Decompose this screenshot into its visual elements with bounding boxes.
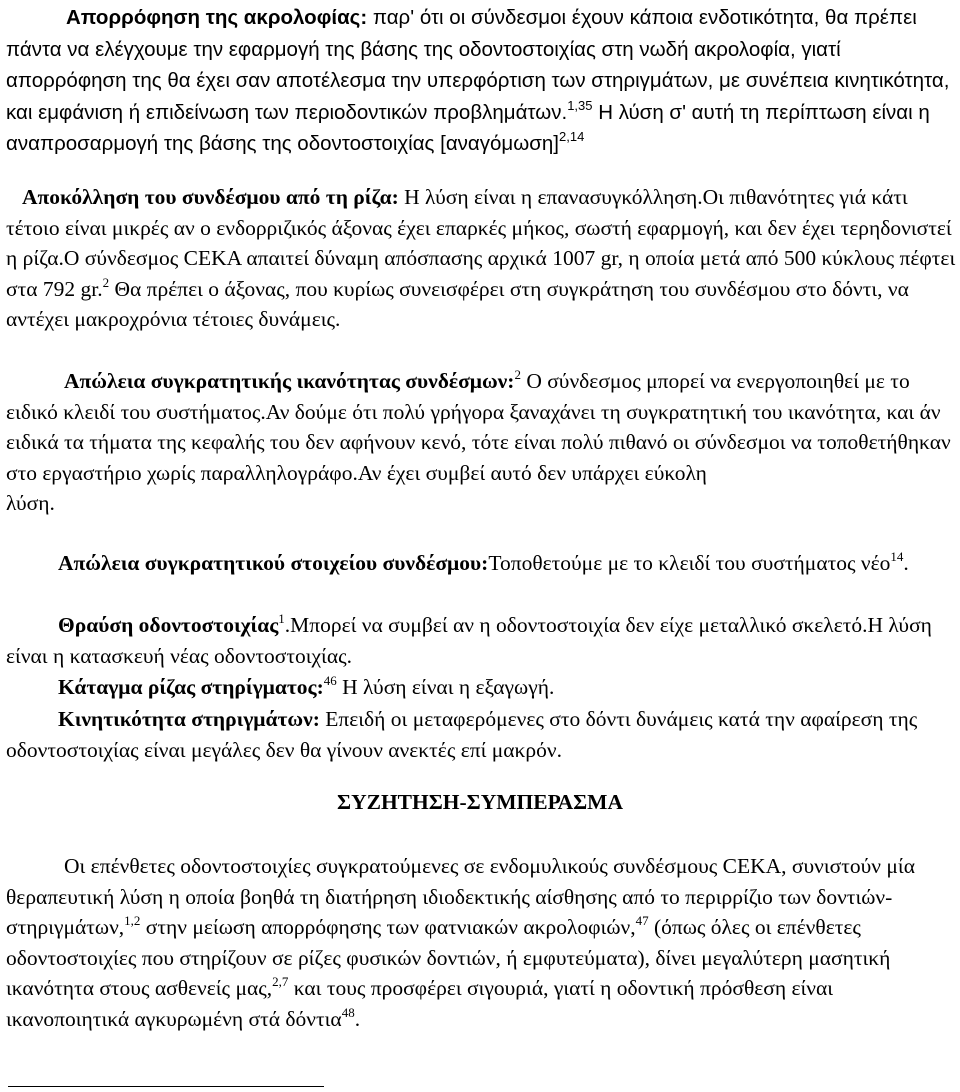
citation: 2 xyxy=(514,367,521,382)
term-retention-loss: Απώλεια συγκρατητικής ικανότητας συνδέσμων: xyxy=(64,369,515,393)
paragraph-root-fracture: Κάταγμα ρίζας στηρίγματος:$^{46}$ Η λύση είναι η εξαγωγή. xyxy=(58,673,555,699)
paragraph-conclusion: Οι επένθετες οδοντοστοιχίες συγκρατούμενες σε ενδομυλικούς συνδέσμους CEKA, συνιστούν μία θεραπευτική λύση η οποία βοηθά τη διατήρηση ιδιοδεκτικής αίσθησης από το περιρρίζιο των δοντιών-στηριγμάτων,$^{1,2}$ στην μείωση απορρόφησης των φατνιακών ακρολοφιών,$^{47}$ (όπως όλες οι επένθετες οδοντοστοιχίες που στηρίζουν σε ρίζες φυσικών δοντιών, ή εμφυτεύματα), δίνει μεγαλύτερη μασητική ικανότητα στους ασθενείς μας,$^{2,7}$ και τους προσφέρει σιγουριά, γιατί η οδοντική πρόσθεση είναι ικανοποιητικά αγκυρωμένη στά δόντια$^{48}$. xyxy=(6,854,915,1031)
paragraph-mobility: Κινητικότητα στηριγμάτων: Επειδή οι μεταφερόμενες στο δόντι δυνάμεις κατά την αφαίρεση της οδοντοστοιχίας είναι μεγάλες δεν θα γίνουν ανεκτές επί μακρόν. xyxy=(6,707,918,762)
paragraph-retentive-element-loss: Απώλεια συγκρατητικού στοιχείου συνδέσμου:Τοποθετούμε με το κλειδί του συστήματος νέο$^{14}$. xyxy=(58,549,909,575)
citation: 48 xyxy=(341,1004,355,1020)
paragraph-denture-fracture: Θραύση οδοντοστοιχίας$^1$.Μπορεί να συμβεί αν η οδοντοστοιχία δεν είχε μεταλλικό σκελετό.Η λύση είναι η κατασκευή νέας οδοντοστοιχίας. xyxy=(6,611,932,668)
citation: 1,2 xyxy=(124,913,141,928)
footnote-separator xyxy=(8,1086,324,1087)
citation: 2 xyxy=(102,274,110,290)
citation: 14 xyxy=(890,549,904,564)
term-retentive-element-loss: Απώλεια συγκρατητικού στοιχείου συνδέσμου: xyxy=(58,551,489,575)
section-heading: ΣΥΖΗΤΗΣΗ-ΣΥΜΠΕΡΑΣΜΑ xyxy=(337,790,623,814)
term-denture-fracture: Θραύση οδοντοστοιχίας xyxy=(58,613,279,637)
citation: 2,7 xyxy=(272,974,289,989)
term-root-fracture: Κάταγμα ρίζας στηρίγματος: xyxy=(58,675,324,699)
term-mobility: Κινητικότητα στηριγμάτων: xyxy=(58,707,320,731)
citation: 2,14 xyxy=(559,129,585,144)
paragraph-absorption: Απορρόφηση της ακρολοφίας: παρ' ότι οι σύνδεσμοι έχουν κάποια ενδοτικότητα, θα πρέπει πάντα να ελέγχουμε την εφαρμογή της βάσης της οδοντοστοιχίας στη νωδή ακρολοφία, γιατί απορρόφηση της θα έχει σαν αποτέλεσμα την υπερφόρτιση των στηριγμάτων, με συνέπεια κινητικότητα, και εμφάνιση ή επιδείνωση των περιοδοντικών προβλημάτων.$^{1,35}$ Η λύση σ' αυτή τη περίπτωση είναι η αναπροσαρμογή της βάσης της οδοντοστοιχίας $[\alpha\nu\alpha\gamma ό\mu\omega\sigma\eta]^{2,14}$ xyxy=(6,6,950,155)
paragraph-detachment: Αποκόλληση του συνδέσμου από τη ρίζα: Η λύση είναι η επανασυγκόλληση.Οι πιθανότητες γιά κάτι τέτοιο είναι μικρές αν ο ενδορριζικός άξονας έχει επαρκές μήκος, σωστή εφαρμογή, και δεν έχει τερηδονιστεί η ρίζα.Ο σύνδεσμος CEKA απαιτεί δύναμη απόσπασης αρχικά 1007 gr, η οποία μετά από 500 κύκλους πέφτει στα 792 gr.$^2$ Θα πρέπει ο άξονας, που κυρίως συνεισφέρει στη συγκράτηση του συνδέσμου στο δόντι, να αντέχει μακροχρόνια τέτοιες δυνάμεις. xyxy=(6,185,956,331)
citation: 1 xyxy=(278,611,285,626)
citation: 46 xyxy=(323,673,337,688)
citation: 47 xyxy=(635,913,649,928)
citation: 1,35 xyxy=(567,97,593,113)
term-absorption: Απορρόφηση της ακρολοφίας: xyxy=(66,6,368,29)
term-detachment: Αποκόλληση του συνδέσμου από τη ρίζα: xyxy=(22,185,399,209)
paragraph-retention-loss: Απώλεια συγκρατητικής ικανότητας συνδέσμων:$^2$ Ο σύνδεσμος μπορεί να ενεργοποιηθεί με το ειδικό κλειδί του συστήματος.Αν δούμε ότι πολύ γρήγορα ξαναχάνει τη συγκρατητική του ικανότητα, και άν ειδικά τα τήματα της κεφαλής του δεν αφήνουν κενό, τότε είναι πολύ πιθανό οι σύνδεσμοι να τοποθετήθηκαν στο εργαστήριο χωρίς παραλληλογράφο.Αν έχει συμβεί αυτό δεν υπάρχει εύκολη λύση. xyxy=(6,367,951,515)
